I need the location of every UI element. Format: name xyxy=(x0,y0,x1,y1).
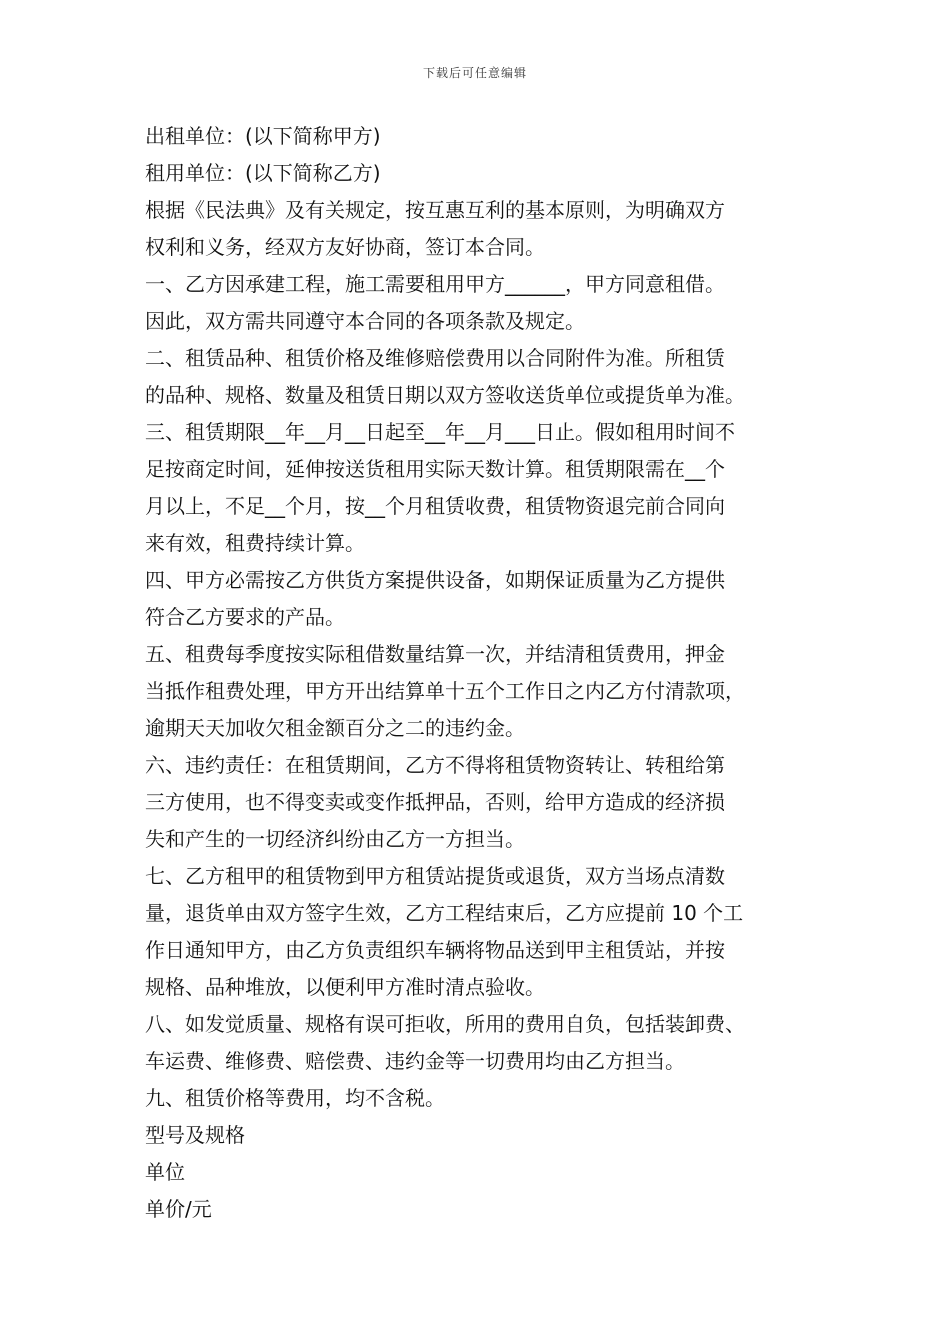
text-line: 根据《民法典》及有关规定，按互惠互利的基本原则，为明确双方 xyxy=(145,198,725,222)
text-line: 权利和义务，经双方友好协商，签订本合同。 xyxy=(145,235,545,259)
contract-body xyxy=(145,118,805,1228)
text-line: 规格、品种堆放，以便利甲方准时清点验收。 xyxy=(145,975,545,999)
text-line: 作日通知甲方，由乙方负责组织车辆将物品送到甲主租赁站，并按 xyxy=(145,938,725,962)
table-header-model-spec: 型号及规格 xyxy=(145,1123,245,1147)
text-line: 八、如发觉质量、规格有误可拒收，所用的费用自负，包括装卸费、 xyxy=(145,1012,745,1036)
text-line: 符合乙方要求的产品。 xyxy=(145,605,345,629)
text-line: 逾期天天加收欠租金额百分之二的违约金。 xyxy=(145,716,525,740)
text-line: 七、乙方租甲的租赁物到甲方租赁站提货或退货，双方当场点清数 xyxy=(145,864,725,888)
text-line: 三方使用，也不得变卖或变作抵押品，否则，给甲方造成的经济损 xyxy=(145,790,725,814)
text-line: 六、违约责任：在租赁期间，乙方不得将租赁物资转让、转租给第 xyxy=(145,753,725,777)
text-line: 四、甲方必需按乙方供货方案提供设备，如期保证质量为乙方提供 xyxy=(145,568,725,592)
text-line: 一、乙方因承建工程，施工需要租用甲方______，甲方同意租借。 xyxy=(145,272,725,296)
text-line: 二、租赁品种、租赁价格及维修赔偿费用以合同附件为准。所租赁 xyxy=(145,346,725,370)
text-line: 当抵作租费处理，甲方开出结算单十五个工作日之内乙方付清款项， xyxy=(145,679,745,703)
text-line: 失和产生的一切经济纠纷由乙方一方担当。 xyxy=(145,827,525,851)
text-line: 出租单位：(以下简称甲方) xyxy=(145,124,381,148)
text-line: 月以上，不足__个月，按__个月租赁收费，租赁物资退完前合同向 xyxy=(145,494,725,518)
text-line: 三、租赁期限__年__月__日起至__年__月___日止。假如租用时间不 xyxy=(145,420,735,444)
text-line: 租用单位：(以下简称乙方) xyxy=(145,161,381,185)
text-line: 量，退货单由双方签字生效，乙方工程结束后，乙方应提前 10 个工 xyxy=(145,901,744,925)
text-line: 五、租费每季度按实际租借数量结算一次，并结清租赁费用，押金 xyxy=(145,642,725,666)
text-line: 车运费、维修费、赔偿费、违约金等一切费用均由乙方担当。 xyxy=(145,1049,685,1073)
text-line: 来有效，租费持续计算。 xyxy=(145,531,365,555)
text-line: 因此，双方需共同遵守本合同的各项条款及规定。 xyxy=(145,309,585,333)
table-header-unit: 单位 xyxy=(145,1160,185,1184)
text-line: 足按商定时间，延伸按送货租用实际天数计算。租赁期限需在__个 xyxy=(145,457,725,481)
page-header: 下载后可任意编辑 xyxy=(422,66,527,80)
text-line: 的品种、规格、数量及租赁日期以双方签收送货单位或提货单为准。 xyxy=(145,383,745,407)
table-header-unit-price: 单价/元 xyxy=(145,1197,212,1221)
text-line: 九、租赁价格等费用，均不含税。 xyxy=(145,1086,445,1110)
